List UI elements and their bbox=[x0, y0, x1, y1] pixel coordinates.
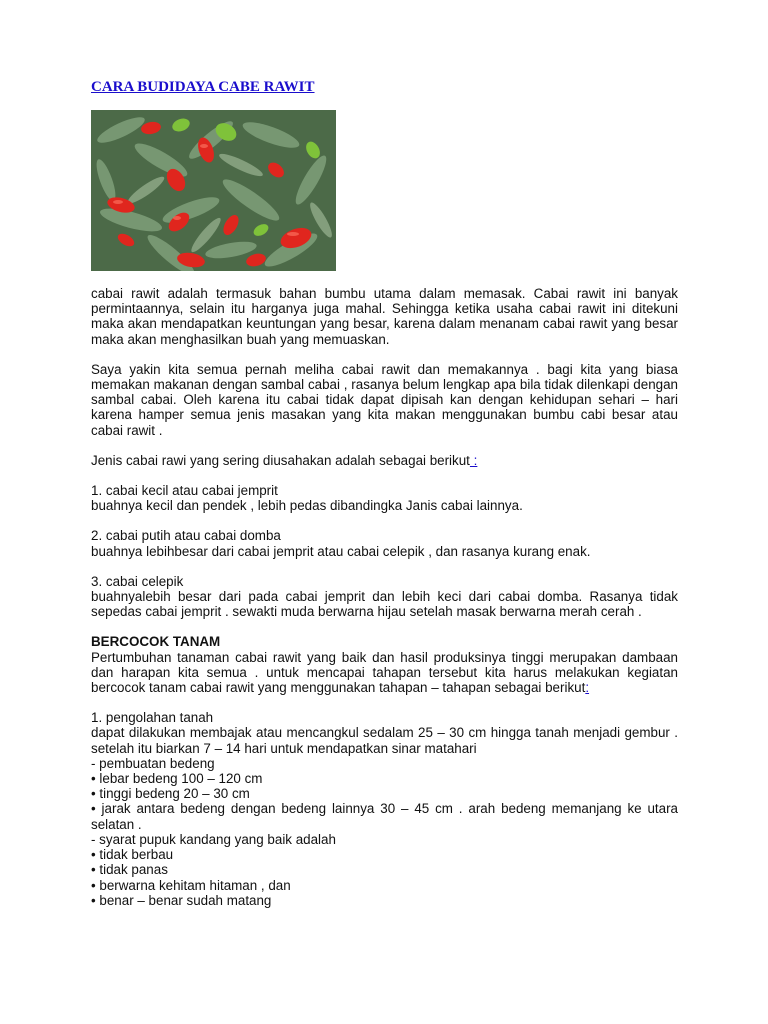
list-item: • jarak antara bedeng dengan bedeng lainnya 30 – 45 cm . arah bedeng memanjang ke utara selatan . bbox=[91, 801, 678, 832]
section-intro-link[interactable]: : bbox=[585, 680, 590, 696]
step-block bbox=[91, 710, 678, 756]
type-item bbox=[91, 528, 678, 558]
step-text: dapat dilakukan membajak atau mencangkul sedalam 25 – 30 cm hingga tanah menjadi gembur . setelah itu biarkan 7 – 14 hari untuk mendapatkan sinar matahari bbox=[91, 725, 678, 756]
type-name: 2. cabai putih atau cabai domba bbox=[91, 528, 281, 544]
intro-paragraph: cabai rawit adalah termasuk bahan bumbu utama dalam memasak. Cabai rawit ini banyak permintaannya, selain itu harganya juga mahal. Sehingga ketika usaha cabai rawit ini ditekuni maka akan mendapatkan keuntungan yang besar, karena dalam menanam cabai rawit yang besar maka akan menghasilkan buah yang memuaskan. bbox=[91, 286, 678, 347]
chili-plant-photo bbox=[91, 110, 336, 271]
document-page bbox=[91, 78, 678, 908]
page-title-link[interactable]: CARA BUDIDAYA CABE RAWIT bbox=[91, 79, 315, 95]
type-name: 3. cabai celepik bbox=[91, 573, 184, 589]
type-item bbox=[91, 483, 678, 513]
section-block bbox=[91, 634, 678, 695]
type-desc: buahnya kecil dan pendek , lebih pedas dibandingka Janis cabai lainnya. bbox=[91, 498, 523, 514]
list-item: • lebar bedeng 100 – 120 cm bbox=[91, 771, 263, 787]
types-intro bbox=[91, 453, 678, 468]
section-heading: BERCOCOK TANAM bbox=[91, 634, 221, 650]
types-intro-text: Jenis cabai rawi yang sering diusahakan adalah sebagai berikut bbox=[91, 452, 470, 468]
list-item: • berwarna kehitam hitaman , dan bbox=[91, 877, 291, 893]
type-desc: buahnya lebihbesar dari cabai jemprit atau cabai celepik , dan rasanya kurang enak. bbox=[91, 543, 591, 559]
section-intro: Pertumbuhan tanaman cabai rawit yang baik dan hasil produksinya tinggi merupakan dambaan dan harapan kita semua . untuk mencapai tahapan tersebut kita harus melakukan kegiatan bercocok tanam cabai rawit yang menggunakan tahapan – tahapan sebagai berikut bbox=[91, 649, 678, 696]
type-desc: buahnyalebih besar dari pada cabai jemprit dan lebih keci dari cabai domba. Rasanya tidak sepedas cabai jemprit . sewakti muda berwarna hijau setelah masak berwarna merah cerah . bbox=[91, 589, 678, 620]
list-item: • tidak panas bbox=[91, 862, 168, 878]
type-item bbox=[91, 574, 678, 620]
types-intro-link[interactable]: : bbox=[469, 452, 478, 468]
list-item: - syarat pupuk kandang yang baik adalah bbox=[91, 831, 336, 847]
list-item: • tidak berbau bbox=[91, 847, 174, 863]
list-item: • benar – benar sudah matang bbox=[91, 892, 272, 908]
list-item: - pembuatan bedeng bbox=[91, 755, 215, 771]
type-name: 1. cabai kecil atau cabai jemprit bbox=[91, 483, 278, 499]
step-title: 1. pengolahan tanah bbox=[91, 710, 214, 726]
list-item: • tinggi bedeng 20 – 30 cm bbox=[91, 786, 250, 802]
context-paragraph: Saya yakin kita semua pernah meliha cabai rawit dan memakannya . bagi kita yang biasa memakan makanan dengan sambal cabai , rasanya belum lengkap apa bila tidak dilenkapi dengan sambal cabai. Oleh karena itu cabai tidak dapat dipisah kan dengan kehidupan sehari – hari karena hamper semua jenis masakan yang kita makan menggunakan bumbu cabi besar atau cabai rawit . bbox=[91, 361, 678, 438]
